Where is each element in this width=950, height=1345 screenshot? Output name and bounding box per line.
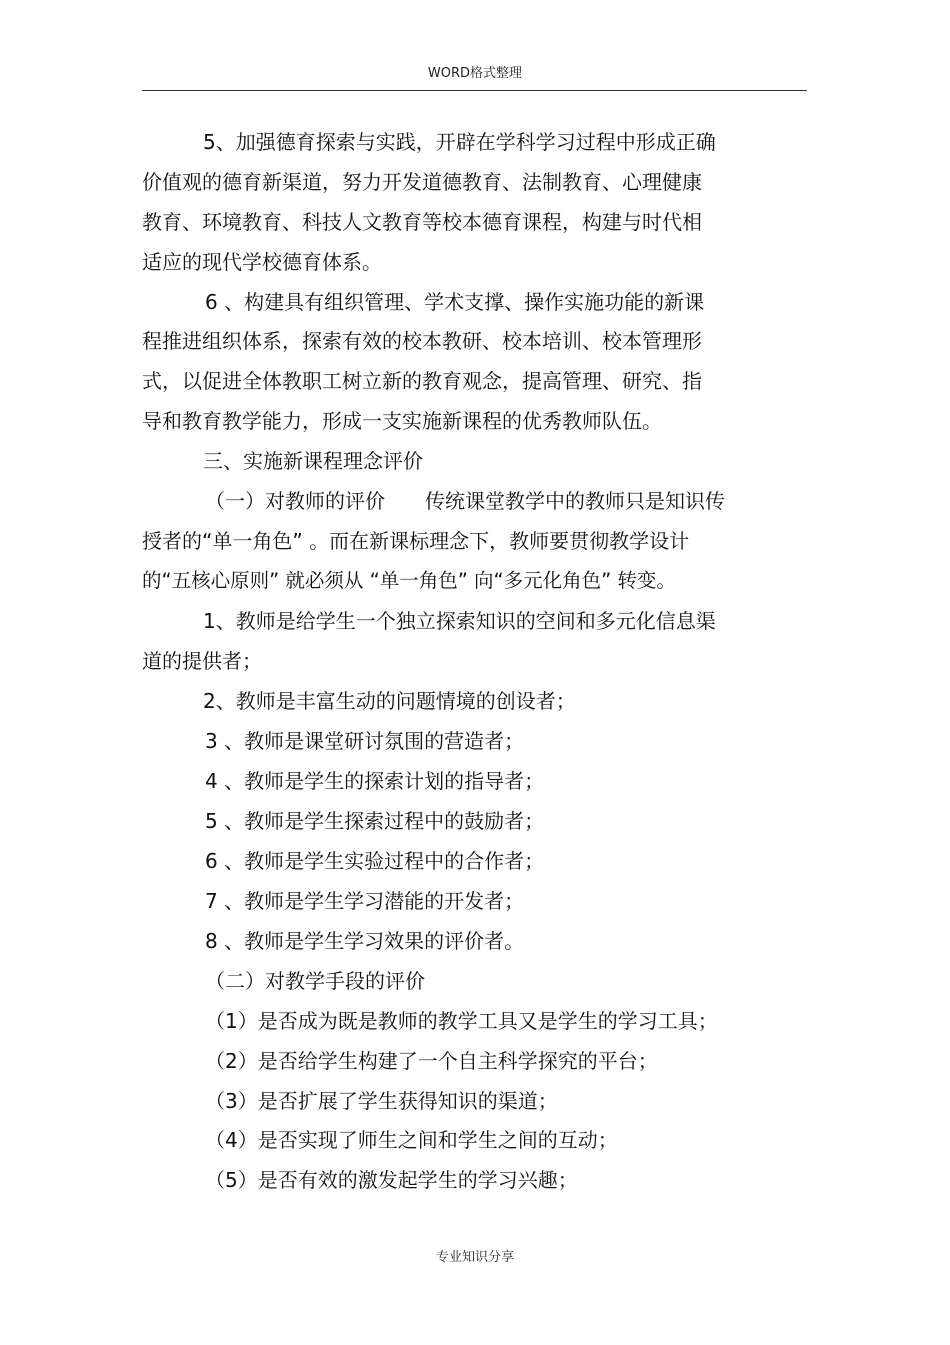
subsection-heading: （二）对教学手段的评价 (205, 969, 425, 993)
body-line: 导和教育教学能力，形成一支实施新课程的优秀教师队伍。 (142, 409, 662, 433)
page-header: WORD格式整理 (427, 66, 523, 81)
section-heading: 三、实施新课程理念评价 (203, 449, 423, 473)
list-item: 8 、教师是学生学习效果的评价者。 (205, 929, 525, 953)
body-line: 式，以促进全体教职工树立新的教育观念，提高管理、研究、指 (142, 369, 702, 393)
list-item: 1、教师是给学生一个独立探索知识的空间和多元化信息渠 (203, 609, 716, 633)
body-line: 5、加强德育探索与实践，开辟在学科学习过程中形成正确 (203, 130, 716, 154)
list-item: 2、教师是丰富生动的问题情境的创设者； (203, 689, 576, 713)
body-line: 6 、构建具有组织管理、学术支撑、操作实施功能的新课 (205, 290, 705, 314)
list-item: （1）是否成为既是教师的教学工具又是学生的学习工具； (205, 1009, 718, 1033)
body-line: 程推进组织体系，探索有效的校本教研、校本培训、校本管理形 (142, 329, 702, 353)
list-item: 6 、教师是学生实验过程中的合作者； (205, 849, 545, 873)
list-item: 7 、教师是学生学习潜能的开发者； (205, 889, 525, 913)
header-rule (142, 90, 807, 91)
list-item: （2）是否给学生构建了一个自主科学探究的平台； (205, 1049, 658, 1073)
list-item: （3）是否扩展了学生获得知识的渠道； (205, 1089, 558, 1113)
list-item: （5）是否有效的激发起学生的学习兴趣； (205, 1168, 578, 1192)
body-line: （一）对教师的评价 传统课堂教学中的教师只是知识传 (205, 489, 725, 513)
body-line: 道的提供者； (142, 649, 262, 673)
body-line: 教育、环境教育、科技人文教育等校本德育课程，构建与时代相 (142, 210, 702, 234)
body-line: 价值观的德育新渠道，努力开发道德教育、法制教育、心理健康 (142, 170, 702, 194)
page-footer: 专业知识分享 (435, 1250, 514, 1265)
list-item: （4）是否实现了师生之间和学生之间的互动； (205, 1128, 618, 1152)
list-item: 5 、教师是学生探索过程中的鼓励者； (205, 809, 545, 833)
body-line: 的“五核心原则” 就必须从 “单一角色” 向“多元化角色” 转变。 (142, 569, 676, 592)
body-line: 适应的现代学校德育体系。 (142, 250, 382, 274)
list-item: 3 、教师是课堂研讨氛围的营造者； (205, 729, 525, 753)
list-item: 4 、教师是学生的探索计划的指导者； (205, 769, 545, 793)
body-line: 授者的“单一角色” 。而在新课标理念下，教师要贯彻教学设计 (142, 529, 690, 553)
